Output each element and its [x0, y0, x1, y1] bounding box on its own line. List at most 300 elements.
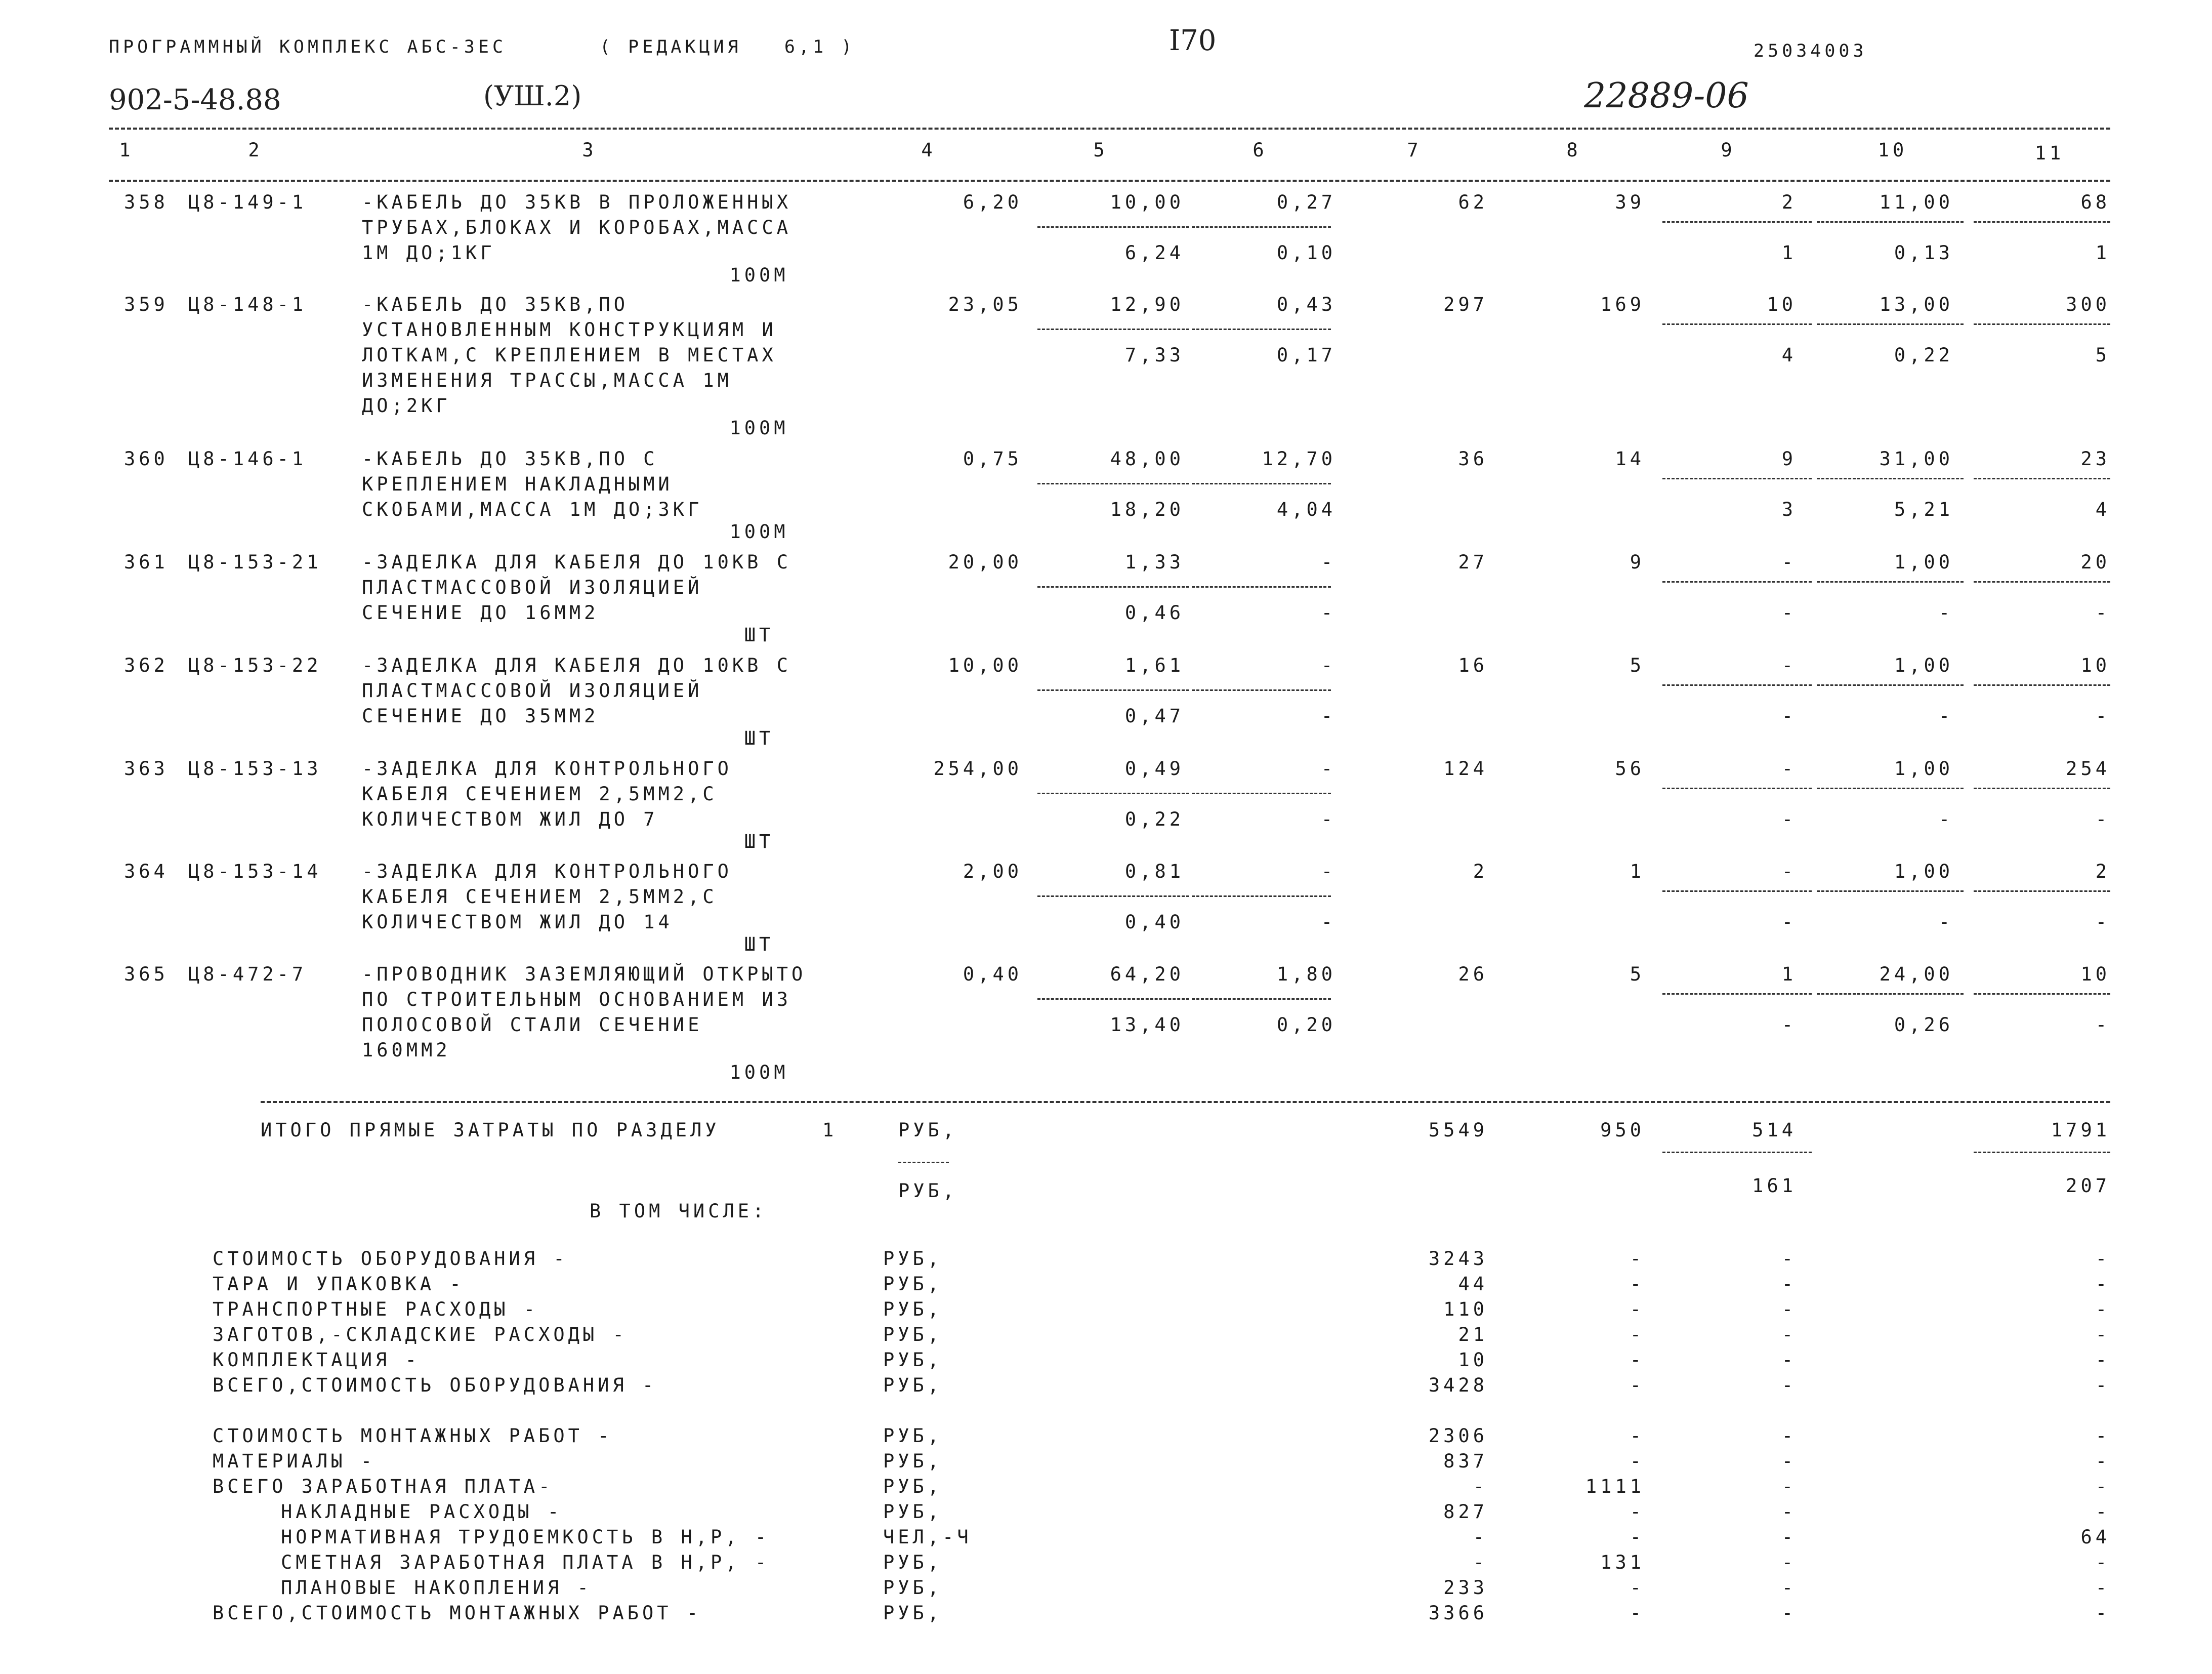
cell-divider — [1817, 581, 1964, 583]
row-labor-unit-machines: - — [1938, 705, 1953, 727]
row-total-machines: 9 — [1781, 448, 1797, 470]
header-top-rule — [109, 128, 2110, 130]
summary-col11: - — [2095, 1273, 2110, 1295]
row-code: Ц8-153-13 — [188, 758, 322, 780]
row-labor-total-machines: - — [2095, 911, 2110, 933]
cell-divider — [1037, 329, 1189, 330]
row-total-wages: 39 — [1615, 191, 1645, 213]
summary-col9: - — [1781, 1349, 1797, 1371]
summary-label: СТОИМОСТЬ МОНТАЖНЫХ РАБОТ - — [213, 1425, 613, 1447]
row-code: Ц8-148-1 — [188, 294, 307, 315]
cell-divider — [1037, 793, 1189, 794]
row-labor-unit-machines: 5,21 — [1894, 499, 1953, 520]
row-total-machines: - — [1781, 861, 1797, 882]
project-number: 902-5-48.88 — [109, 84, 281, 116]
totals-section: 1 — [822, 1119, 838, 1141]
summary-col8: - — [1630, 1374, 1645, 1396]
summary-unit: РУБ, — [883, 1551, 943, 1573]
row-labor-unit: 1,00 — [1894, 758, 1953, 780]
row-unit-cost: 48,00 — [1110, 448, 1184, 470]
row-unit-cost: 64,20 — [1110, 963, 1184, 985]
summary-col7: 21 — [1458, 1324, 1488, 1345]
summary-col8: - — [1630, 1602, 1645, 1624]
row-unit-machines: 0,27 — [1276, 191, 1336, 213]
totals-col9-rule — [1662, 1152, 1812, 1153]
summary-col11: - — [2095, 1450, 2110, 1472]
summary-col7: 44 — [1458, 1273, 1488, 1295]
row-unit: ШТ — [744, 933, 774, 955]
row-description-line: СКОБАМИ,МАССА 1М ДО;3КГ — [362, 499, 703, 520]
row-unit: 100М — [729, 264, 789, 286]
row-number: 359 — [124, 294, 169, 315]
row-description-line: -ЗАДЕЛКА ДЛЯ КАБЕЛЯ ДО 10КВ С — [362, 655, 792, 676]
summary-unit: РУБ, — [883, 1577, 943, 1599]
summary-col9: - — [1781, 1476, 1797, 1497]
col-num-11: 11 — [2034, 142, 2065, 164]
row-unit-machines-wages: - — [1321, 705, 1336, 727]
row-description-line: -КАБЕЛЬ ДО 35КВ,ПО С — [362, 448, 658, 470]
totals-label: ИТОГО ПРЯМЫЕ ЗАТРАТЫ ПО РАЗДЕЛУ — [261, 1119, 720, 1141]
summary-col7: - — [1473, 1551, 1488, 1573]
row-number: 364 — [124, 861, 169, 882]
row-labor-total-machines: 1 — [2095, 242, 2110, 264]
cell-divider — [1662, 788, 1812, 789]
totals-col11-rule — [1974, 1152, 2110, 1153]
row-description-line: КРЕПЛЕНИЕМ НАКЛАДНЫМИ — [362, 473, 673, 495]
row-description-line: -ПРОВОДНИК ЗАЗЕМЛЯЮЩИЙ ОТКРЫТО — [362, 963, 807, 985]
summary-unit: РУБ, — [883, 1602, 943, 1624]
summary-label: ЗАГОТОВ,-СКЛАДСКИЕ РАСХОДЫ - — [213, 1324, 628, 1345]
summary-unit: РУБ, — [883, 1248, 943, 1270]
summary-label: ВСЕГО,СТОИМОСТЬ МОНТАЖНЫХ РАБОТ - — [213, 1602, 702, 1624]
cell-divider — [1974, 581, 2110, 583]
row-unit-machines-wages: - — [1321, 808, 1336, 830]
col-num-10: 10 — [1877, 139, 1908, 161]
row-unit-machines-wages: 0,17 — [1276, 344, 1336, 366]
row-labor-total: 254 — [2066, 758, 2110, 780]
summary-unit: РУБ, — [883, 1324, 943, 1345]
row-description-line: КАБЕЛЯ СЕЧЕНИЕМ 2,5ММ2,С — [362, 783, 718, 805]
row-labor-total-machines: 5 — [2095, 344, 2110, 366]
cell-divider — [1974, 890, 2110, 892]
summary-unit: РУБ, — [883, 1349, 943, 1371]
summary-col7: 2306 — [1428, 1425, 1488, 1447]
row-total-machines-wages: - — [1781, 808, 1797, 830]
col-num-4: 4 — [921, 139, 936, 161]
summary-col7: 3428 — [1428, 1374, 1488, 1396]
col-num-1: 1 — [119, 139, 134, 161]
summary-unit: РУБ, — [883, 1501, 943, 1523]
row-quantity: 254,00 — [933, 758, 1022, 780]
row-total-machines: 1 — [1781, 963, 1797, 985]
totals-col7: 5549 — [1428, 1119, 1488, 1141]
summary-label: НОРМАТИВНАЯ ТРУДОЕМКОСТЬ В Н,Р, - — [281, 1526, 770, 1548]
row-description-line: КОЛИЧЕСТВОМ ЖИЛ ДО 7 — [362, 808, 658, 830]
row-total-machines-wages: - — [1781, 911, 1797, 933]
cell-divider — [1817, 323, 1964, 325]
summary-label: ПЛАНОВЫЕ НАКОПЛЕНИЯ - — [281, 1577, 592, 1599]
row-description-line: 160ММ2 — [362, 1039, 451, 1061]
cell-divider — [1974, 323, 2110, 325]
row-description-line: -КАБЕЛЬ ДО 35КВ,ПО — [362, 294, 629, 315]
summary-col11: - — [2095, 1476, 2110, 1497]
row-labor-total: 10 — [2080, 655, 2110, 676]
row-unit-machines-wages: 4,04 — [1276, 499, 1336, 520]
summary-col11: - — [2095, 1501, 2110, 1523]
summary-col11: - — [2095, 1248, 2110, 1270]
handwritten-number: 22889-06 — [1584, 76, 1749, 116]
row-total-wages: 5 — [1630, 963, 1645, 985]
cell-divider — [1974, 478, 2110, 479]
row-unit-cost: 1,61 — [1124, 655, 1184, 676]
row-total-machines: 10 — [1767, 294, 1797, 315]
cell-divider — [1037, 998, 1189, 1000]
row-description-line: ДО;2КГ — [362, 395, 451, 417]
cell-divider — [1662, 478, 1812, 479]
summary-col8: - — [1630, 1273, 1645, 1295]
row-quantity: 6,20 — [963, 191, 1022, 213]
row-description-line: -ЗАДЕЛКА ДЛЯ КОНТРОЛЬНОГО — [362, 861, 732, 882]
summary-col7: 110 — [1443, 1298, 1488, 1320]
sheet-label: (УШ.2) — [483, 80, 582, 112]
row-number: 365 — [124, 963, 169, 985]
row-unit-cost-wages: 0,22 — [1124, 808, 1184, 830]
row-unit-cost: 0,81 — [1124, 861, 1184, 882]
row-labor-unit-machines: 0,22 — [1894, 344, 1953, 366]
summary-col11: - — [2095, 1324, 2110, 1345]
summary-unit: РУБ, — [883, 1425, 943, 1447]
row-total-wages: 1 — [1630, 861, 1645, 882]
row-labor-unit-machines: 0,26 — [1894, 1014, 1953, 1036]
totals-unit-rule — [898, 1162, 949, 1163]
summary-col11: - — [2095, 1425, 2110, 1447]
row-unit-machines: 12,70 — [1262, 448, 1336, 470]
col-num-5: 5 — [1093, 139, 1108, 161]
summary-col8: - — [1630, 1577, 1645, 1599]
summary-col7: 3243 — [1428, 1248, 1488, 1270]
document-code: 25034003 — [1754, 41, 1867, 61]
row-total-cost: 2 — [1473, 861, 1488, 882]
row-total-machines: 2 — [1781, 191, 1797, 213]
summary-col9: - — [1781, 1425, 1797, 1447]
cell-divider — [1037, 586, 1189, 588]
summary-label: ТРАНСПОРТНЫЕ РАСХОДЫ - — [213, 1298, 539, 1320]
summary-col11: - — [2095, 1551, 2110, 1573]
row-total-wages: 56 — [1615, 758, 1645, 780]
row-labor-total: 23 — [2080, 448, 2110, 470]
summary-unit: РУБ, — [883, 1273, 943, 1295]
row-labor-total: 20 — [2080, 551, 2110, 573]
summary-col9: - — [1781, 1248, 1797, 1270]
row-unit: ШТ — [744, 831, 774, 852]
cell-divider — [1974, 684, 2110, 686]
summary-col8: 131 — [1600, 1551, 1645, 1573]
row-quantity: 0,40 — [963, 963, 1022, 985]
row-unit: 100М — [729, 417, 789, 439]
cell-divider — [1662, 323, 1812, 325]
col-num-8: 8 — [1566, 139, 1581, 161]
row-labor-unit-machines: - — [1938, 808, 1953, 830]
summary-col9: - — [1781, 1551, 1797, 1573]
summary-unit: ЧЕЛ,-Ч — [883, 1526, 972, 1548]
summary-col7: 10 — [1458, 1349, 1488, 1371]
cell-divider — [1817, 221, 1964, 223]
row-labor-total: 2 — [2095, 861, 2110, 882]
summary-col8: 1111 — [1585, 1476, 1645, 1497]
row-labor-unit: 1,00 — [1894, 861, 1953, 882]
cell-divider — [1817, 890, 1964, 892]
cell-divider — [1974, 788, 2110, 789]
summary-col7: 837 — [1443, 1450, 1488, 1472]
row-labor-unit: 1,00 — [1894, 655, 1953, 676]
summary-col9: - — [1781, 1526, 1797, 1548]
summary-col8: - — [1630, 1248, 1645, 1270]
totals-unit-2: РУБ, — [898, 1180, 958, 1202]
summary-label: ВСЕГО,СТОИМОСТЬ ОБОРУДОВАНИЯ - — [213, 1374, 657, 1396]
summary-col11: - — [2095, 1602, 2110, 1624]
summary-col9: - — [1781, 1577, 1797, 1599]
summary-col9: - — [1781, 1602, 1797, 1624]
row-description-line: УСТАНОВЛЕННЫМ КОНСТРУКЦИЯМ И — [362, 319, 777, 341]
row-total-machines: - — [1781, 655, 1797, 676]
row-unit-machines-wages: 0,10 — [1276, 242, 1336, 264]
summary-col8: - — [1630, 1501, 1645, 1523]
row-quantity: 10,00 — [948, 655, 1022, 676]
row-unit-cost-wages: 18,20 — [1110, 499, 1184, 520]
row-labor-total: 68 — [2080, 191, 2110, 213]
row-total-cost: 26 — [1458, 963, 1488, 985]
row-code: Ц8-472-7 — [188, 963, 307, 985]
row-unit-cost: 10,00 — [1110, 191, 1184, 213]
row-description-line: КАБЕЛЯ СЕЧЕНИЕМ 2,5ММ2,С — [362, 886, 718, 908]
row-total-cost: 27 — [1458, 551, 1488, 573]
row-unit-cost-wages: 0,47 — [1124, 705, 1184, 727]
page-number: I70 — [1169, 24, 1217, 57]
row-total-cost: 62 — [1458, 191, 1488, 213]
summary-col9: - — [1781, 1450, 1797, 1472]
row-unit-cost: 1,33 — [1124, 551, 1184, 573]
summary-label: КОМПЛЕКТАЦИЯ - — [213, 1349, 420, 1371]
row-code: Ц8-153-14 — [188, 861, 322, 882]
row-number: 362 — [124, 655, 169, 676]
cell-divider — [1037, 226, 1189, 228]
cell-divider — [1662, 993, 1812, 995]
summary-col9: - — [1781, 1374, 1797, 1396]
row-quantity: 0,75 — [963, 448, 1022, 470]
row-total-wages: 14 — [1615, 448, 1645, 470]
totals-col9-bottom: 161 — [1752, 1175, 1797, 1197]
row-description-line: КОЛИЧЕСТВОМ ЖИЛ ДО 14 — [362, 911, 673, 933]
summary-unit: РУБ, — [883, 1374, 943, 1396]
row-labor-unit: 11,00 — [1879, 191, 1953, 213]
cell-divider — [1192, 689, 1331, 691]
row-total-machines-wages: - — [1781, 705, 1797, 727]
row-unit-machines: - — [1321, 655, 1336, 676]
row-labor-unit-machines: 0,13 — [1894, 242, 1953, 264]
row-total-cost: 124 — [1443, 758, 1488, 780]
row-description-line: СЕЧЕНИЕ ДО 35ММ2 — [362, 705, 599, 727]
row-number: 361 — [124, 551, 169, 573]
summary-label: НАКЛАДНЫЕ РАСХОДЫ - — [281, 1501, 563, 1523]
row-labor-unit: 13,00 — [1879, 294, 1953, 315]
row-labor-unit-machines: - — [1938, 602, 1953, 624]
cell-divider — [1192, 998, 1331, 1000]
row-total-machines-wages: 4 — [1781, 344, 1797, 366]
row-description-line: 1М ДО;1КГ — [362, 242, 495, 264]
program-title: ПРОГРАММНЫЙ КОМПЛЕКС АБС-3ЕС — [109, 37, 507, 57]
row-quantity: 2,00 — [963, 861, 1022, 882]
row-unit-cost-wages: 7,33 — [1124, 344, 1184, 366]
cell-divider — [1662, 890, 1812, 892]
row-labor-unit: 24,00 — [1879, 963, 1953, 985]
summary-col7: - — [1473, 1476, 1488, 1497]
cell-divider — [1192, 329, 1331, 330]
row-quantity: 23,05 — [948, 294, 1022, 315]
row-number: 358 — [124, 191, 169, 213]
summary-label: СТОИМОСТЬ ОБОРУДОВАНИЯ - — [213, 1248, 568, 1270]
row-total-wages: 9 — [1630, 551, 1645, 573]
row-total-cost: 297 — [1443, 294, 1488, 315]
row-unit-cost-wages: 13,40 — [1110, 1014, 1184, 1036]
row-unit-cost: 12,90 — [1110, 294, 1184, 315]
row-total-cost: 36 — [1458, 448, 1488, 470]
row-total-machines: - — [1781, 758, 1797, 780]
row-unit-cost-wages: 6,24 — [1124, 242, 1184, 264]
totals-col8: 950 — [1600, 1119, 1645, 1141]
header-bottom-rule — [109, 180, 2110, 182]
row-labor-unit: 31,00 — [1879, 448, 1953, 470]
row-unit: 100М — [729, 521, 789, 543]
totals-unit-1: РУБ, — [898, 1119, 958, 1141]
row-unit-machines: - — [1321, 551, 1336, 573]
row-unit-machines: 1,80 — [1276, 963, 1336, 985]
edition-label: ( РЕДАКЦИЯ 6,1 ) — [600, 37, 856, 57]
row-unit-machines-wages: - — [1321, 911, 1336, 933]
row-unit: ШТ — [744, 624, 774, 646]
row-labor-total: 300 — [2066, 294, 2110, 315]
row-description-line: ПО СТРОИТЕЛЬНЫМ ОСНОВАНИЕМ ИЗ — [362, 989, 792, 1010]
summary-unit: РУБ, — [883, 1450, 943, 1472]
cell-divider — [1662, 221, 1812, 223]
row-unit-cost: 0,49 — [1124, 758, 1184, 780]
summary-unit: РУБ, — [883, 1298, 943, 1320]
cell-divider — [1037, 483, 1189, 484]
cell-divider — [1817, 993, 1964, 995]
cell-divider — [1037, 895, 1189, 897]
summary-col11: 64 — [2080, 1526, 2110, 1548]
row-total-wages: 169 — [1600, 294, 1645, 315]
row-unit-machines-wages: - — [1321, 602, 1336, 624]
row-total-wages: 5 — [1630, 655, 1645, 676]
row-labor-total: 10 — [2080, 963, 2110, 985]
row-description-line: ИЗМЕНЕНИЯ ТРАССЫ,МАССА 1М — [362, 370, 732, 391]
col-num-2: 2 — [248, 139, 263, 161]
cell-divider — [1192, 586, 1331, 588]
row-total-cost: 16 — [1458, 655, 1488, 676]
row-unit-machines-wages: 0,20 — [1276, 1014, 1336, 1036]
cell-divider — [1192, 895, 1331, 897]
row-description-line: ЛОТКАМ,С КРЕПЛЕНИЕМ В МЕСТАХ — [362, 344, 777, 366]
totals-rule — [261, 1101, 2110, 1103]
row-unit-machines: - — [1321, 861, 1336, 882]
cell-divider — [1662, 581, 1812, 583]
cell-divider — [1662, 684, 1812, 686]
summary-unit: РУБ, — [883, 1476, 943, 1497]
col-num-3: 3 — [582, 139, 597, 161]
row-labor-total-machines: - — [2095, 705, 2110, 727]
summary-col9: - — [1781, 1501, 1797, 1523]
row-code: Ц8-153-22 — [188, 655, 322, 676]
row-total-machines: - — [1781, 551, 1797, 573]
col-num-9: 9 — [1721, 139, 1736, 161]
row-unit-cost-wages: 0,40 — [1124, 911, 1184, 933]
row-description-line: -ЗАДЕЛКА ДЛЯ КОНТРОЛЬНОГО — [362, 758, 732, 780]
summary-col7: 233 — [1443, 1577, 1488, 1599]
including-label: В ТОМ ЧИСЛЕ: — [590, 1200, 768, 1222]
col-num-7: 7 — [1407, 139, 1422, 161]
row-unit: ШТ — [744, 727, 774, 749]
summary-col11: - — [2095, 1298, 2110, 1320]
row-unit: 100М — [729, 1061, 789, 1083]
row-number: 363 — [124, 758, 169, 780]
row-total-machines-wages: 1 — [1781, 242, 1797, 264]
summary-col11: - — [2095, 1577, 2110, 1599]
totals-col11-top: 1791 — [2051, 1119, 2110, 1141]
row-description-line: ПЛАСТМАССОВОЙ ИЗОЛЯЦИЕЙ — [362, 680, 703, 702]
row-unit-machines: - — [1321, 758, 1336, 780]
summary-col7: 827 — [1443, 1501, 1488, 1523]
cell-divider — [1192, 483, 1331, 484]
row-unit-machines: 0,43 — [1276, 294, 1336, 315]
summary-col8: - — [1630, 1425, 1645, 1447]
row-labor-total-machines: 4 — [2095, 499, 2110, 520]
row-total-machines-wages: 3 — [1781, 499, 1797, 520]
cell-divider — [1192, 793, 1331, 794]
row-code: Ц8-153-21 — [188, 551, 322, 573]
cell-divider — [1974, 993, 2110, 995]
row-total-machines-wages: - — [1781, 602, 1797, 624]
row-total-machines-wages: - — [1781, 1014, 1797, 1036]
summary-label: МАТЕРИАЛЫ - — [213, 1450, 376, 1472]
row-quantity: 20,00 — [948, 551, 1022, 573]
summary-col9: - — [1781, 1298, 1797, 1320]
col-num-6: 6 — [1253, 139, 1268, 161]
row-description-line: -ЗАДЕЛКА ДЛЯ КАБЕЛЯ ДО 10КВ С — [362, 551, 792, 573]
cell-divider — [1817, 788, 1964, 789]
cell-divider — [1192, 226, 1331, 228]
row-labor-total-machines: - — [2095, 1014, 2110, 1036]
row-description-line: ТРУБАХ,БЛОКАХ И КОРОБАХ,МАССА — [362, 217, 792, 238]
totals-col11-bottom: 207 — [2066, 1175, 2110, 1197]
summary-col8: - — [1630, 1324, 1645, 1345]
summary-label: ВСЕГО ЗАРАБОТНАЯ ПЛАТА- — [213, 1476, 554, 1497]
row-code: Ц8-146-1 — [188, 448, 307, 470]
row-labor-total-machines: - — [2095, 808, 2110, 830]
row-description-line: ПОЛОСОВОЙ СТАЛИ СЕЧЕНИЕ — [362, 1014, 703, 1036]
cell-divider — [1817, 478, 1964, 479]
row-description-line: -КАБЕЛЬ ДО 35КВ В ПРОЛОЖЕННЫХ — [362, 191, 792, 213]
summary-label: ТАРА И УПАКОВКА - — [213, 1273, 465, 1295]
summary-col9: - — [1781, 1273, 1797, 1295]
summary-col8: - — [1630, 1526, 1645, 1548]
summary-col9: - — [1781, 1324, 1797, 1345]
row-labor-unit: 1,00 — [1894, 551, 1953, 573]
row-labor-unit-machines: - — [1938, 911, 1953, 933]
summary-col7: - — [1473, 1526, 1488, 1548]
summary-label: СМЕТНАЯ ЗАРАБОТНАЯ ПЛАТА В Н,Р, - — [281, 1551, 770, 1573]
summary-col8: - — [1630, 1298, 1645, 1320]
row-unit-cost-wages: 0,46 — [1124, 602, 1184, 624]
